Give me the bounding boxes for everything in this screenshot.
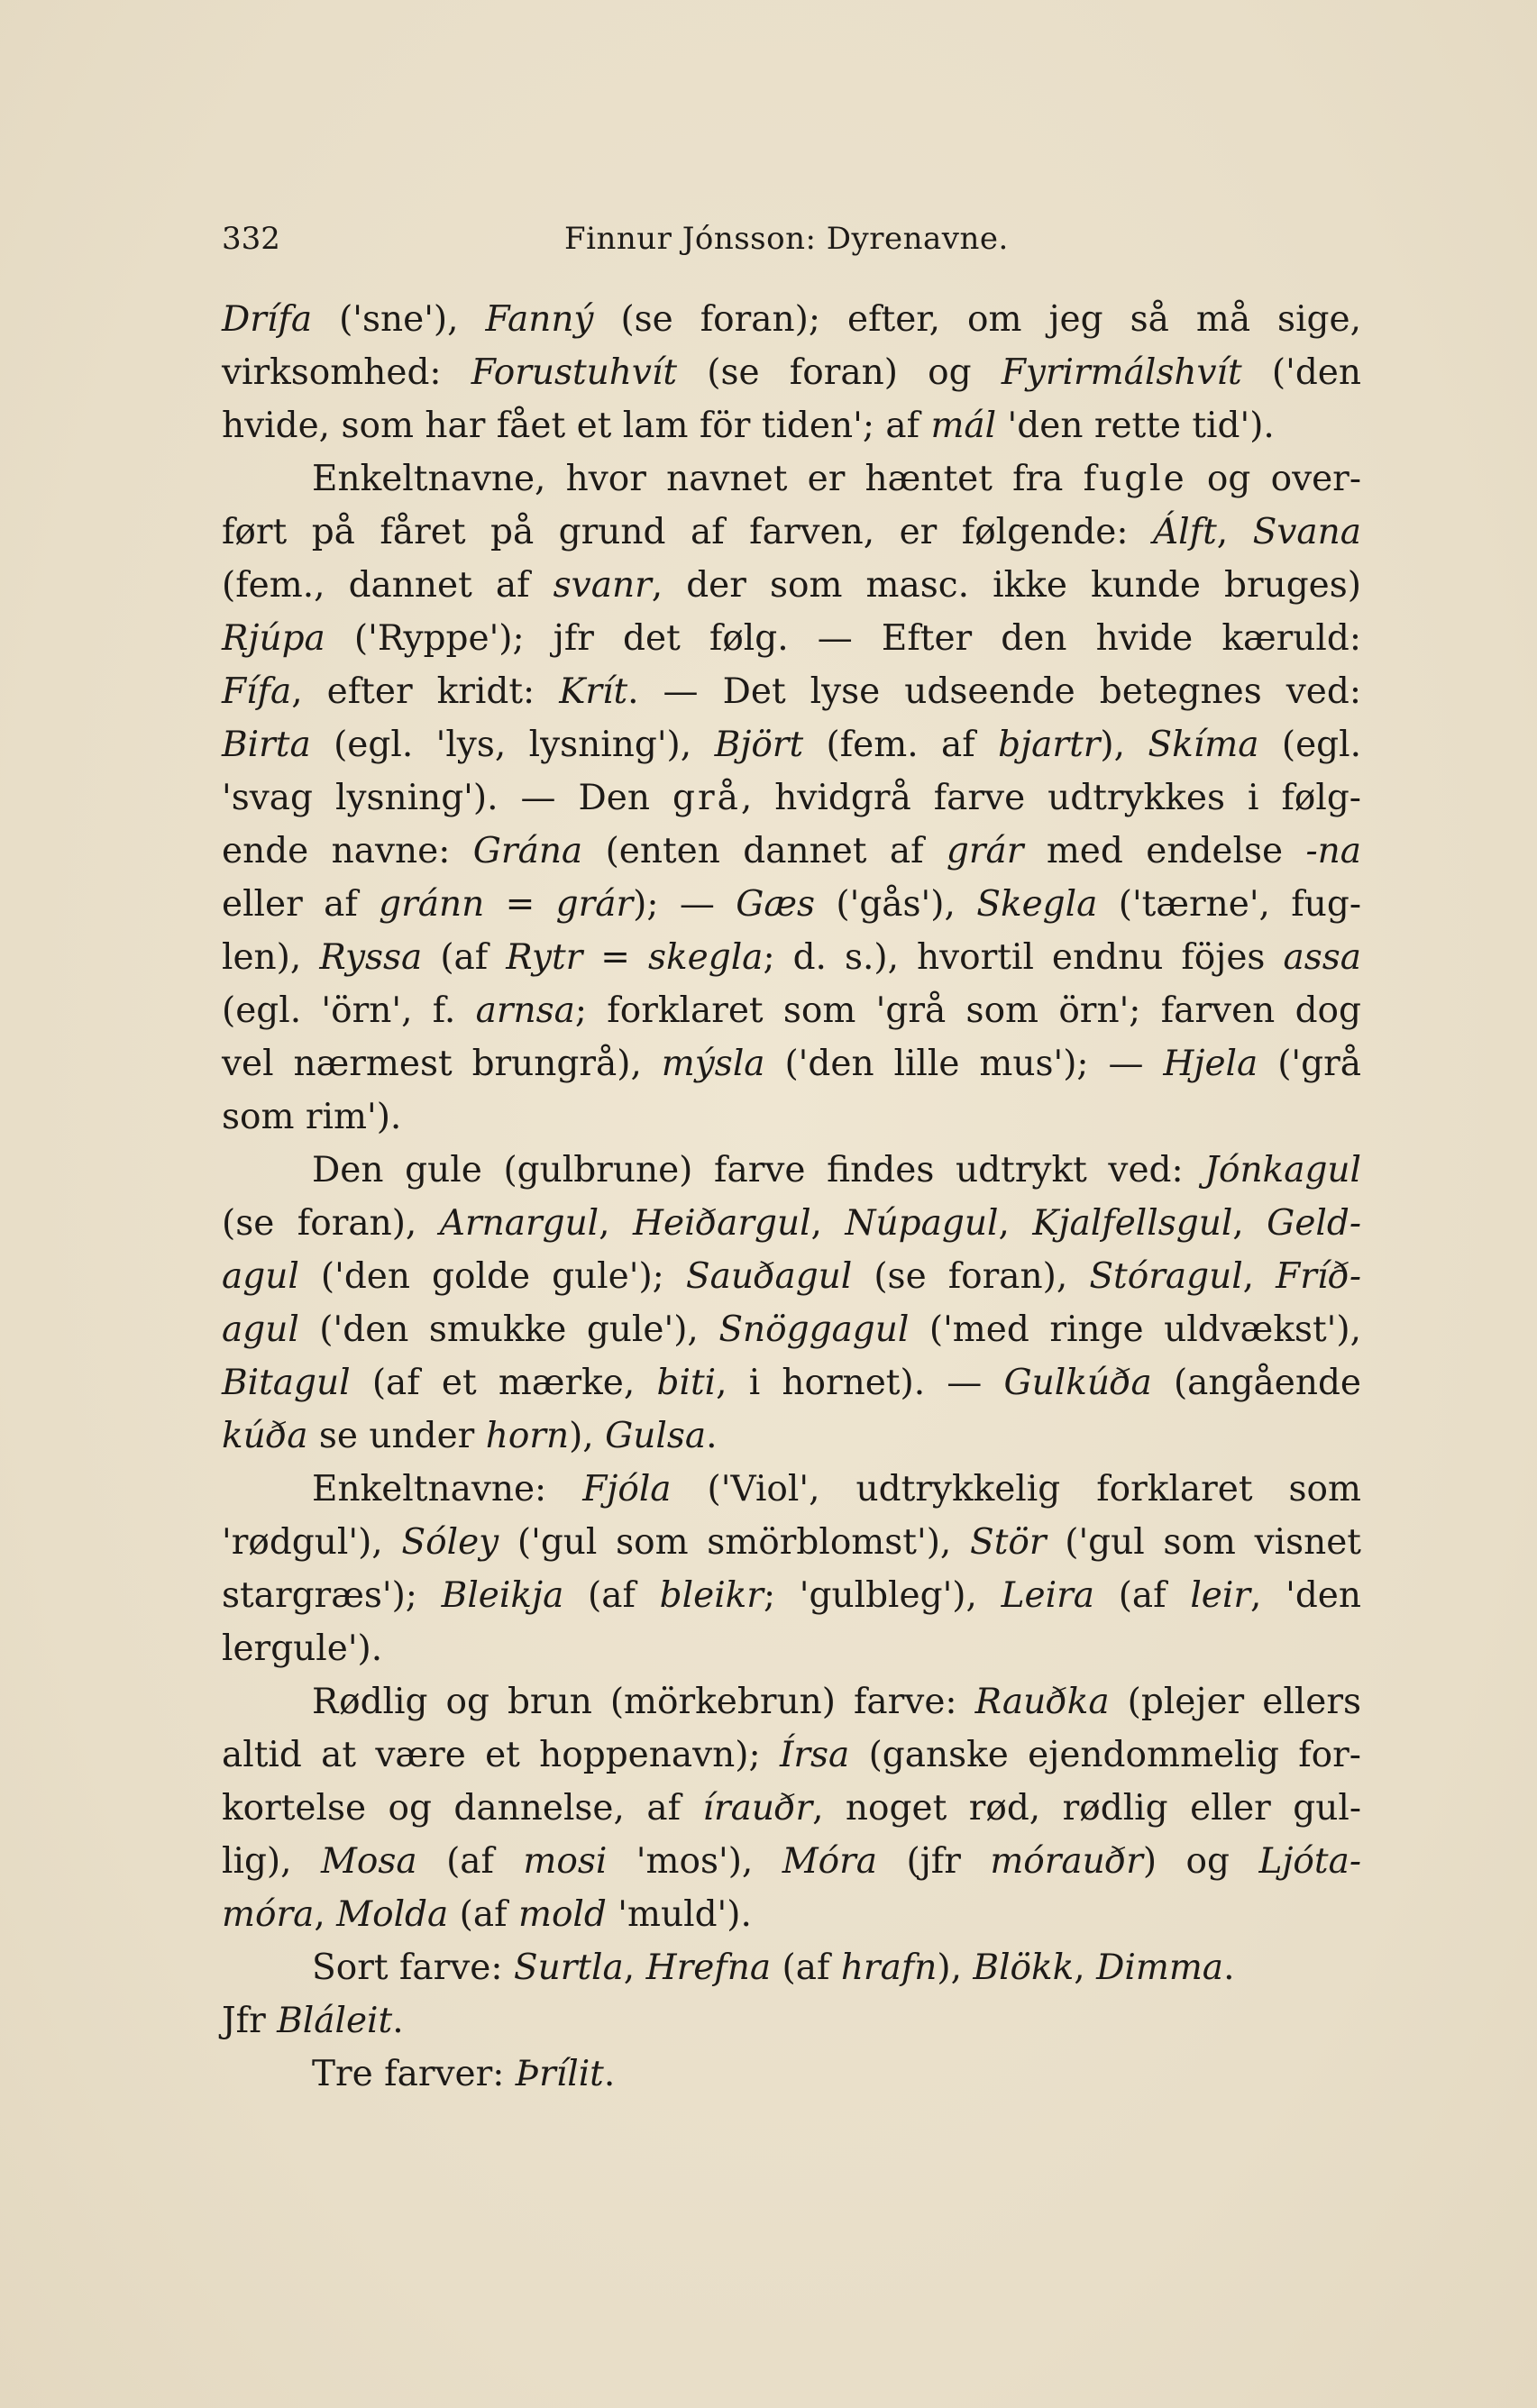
italic-term: Kjalfellsgul	[1032, 1203, 1233, 1244]
text-run: .	[392, 2001, 404, 2041]
text-line	[222, 346, 1361, 399]
italic-term: Forustuhvít	[471, 352, 678, 393]
page-number: 332	[222, 221, 280, 257]
italic-term: Ljóta-	[1258, 1841, 1362, 1882]
text-line	[222, 771, 1361, 825]
italic-term: Blökk	[973, 1947, 1075, 1988]
text-run: se under	[307, 1416, 486, 1456]
italic-term: Núpagul	[845, 1203, 999, 1244]
italic-term: Þrílit	[515, 2054, 604, 2094]
italic-term: Birta	[222, 725, 311, 765]
italic-term: Svana	[1252, 512, 1362, 552]
italic-term: arnsa	[475, 990, 575, 1031]
text-run: med endelse	[1023, 831, 1306, 871]
text-line	[222, 1782, 1361, 1835]
text-run: 'rødgul'),	[222, 1522, 402, 1563]
text-run: Sort farve:	[312, 1947, 514, 1988]
italic-term: Björt	[714, 725, 804, 765]
italic-term: Fífa	[222, 671, 292, 712]
italic-term: Fríð-	[1276, 1256, 1361, 1297]
italic-term: Geld-	[1267, 1203, 1362, 1244]
text-run: ('sne'),	[312, 299, 486, 340]
italic-term: bleikr	[659, 1575, 764, 1616]
text-run: ; 'gulbleg'),	[763, 1575, 1002, 1616]
text-line	[222, 1250, 1361, 1303]
text-run: ,	[314, 1894, 337, 1935]
italic-term: Leira	[1001, 1575, 1094, 1616]
spaced-word: fugle	[1083, 459, 1187, 499]
text-run: ført på fåret på grund af farven, er følgende:	[222, 512, 1153, 552]
text-line	[222, 878, 1361, 931]
text-run: , der som masc. ikke kunde bruges)	[651, 565, 1361, 606]
text-run: (egl. 'lys, lysning'),	[310, 725, 715, 765]
italic-term: Gulkúða	[1003, 1363, 1152, 1403]
text-run: len),	[222, 937, 320, 978]
italic-term: gránn = grár	[379, 884, 634, 925]
text-line	[222, 1622, 1361, 1675]
text-run: Jfr	[222, 2001, 278, 2041]
italic-term: leir	[1190, 1575, 1250, 1616]
italic-term: Gulsa	[605, 1416, 707, 1456]
text-run: ('med ringe uldvækst'),	[909, 1309, 1361, 1350]
italic-term: móra	[222, 1894, 315, 1935]
text-run: ),	[569, 1416, 606, 1456]
text-line	[222, 2048, 1361, 2101]
text-line	[222, 293, 1361, 346]
italic-term: horn	[485, 1416, 570, 1456]
text-line	[222, 399, 1361, 452]
italic-term: Fanný	[485, 299, 594, 340]
text-run: ,	[599, 1203, 634, 1244]
text-run: ,	[1216, 512, 1253, 552]
text-run: , efter kridt:	[291, 671, 560, 712]
italic-term: írauðr	[702, 1788, 813, 1829]
text-run: ('den golde gule');	[298, 1256, 686, 1297]
italic-term: Krít	[559, 671, 628, 712]
italic-term: Arnargul	[439, 1203, 599, 1244]
italic-term: Bláleit	[277, 2001, 393, 2041]
text-run: .	[1223, 1947, 1235, 1988]
text-run: Den gule (gulbrune) farve findes udtrykt ved:	[312, 1150, 1205, 1190]
text-line	[222, 1409, 1361, 1463]
text-run: ),	[1100, 725, 1148, 765]
text-run: og over-	[1186, 459, 1362, 499]
text-run: ('den	[1241, 352, 1361, 393]
italic-term: Fyrirmálshvít	[1001, 352, 1242, 393]
text-run: .	[603, 2054, 616, 2094]
text-run: ('tærne', fug-	[1097, 884, 1362, 925]
text-run: (se foran),	[852, 1256, 1090, 1297]
text-run: virksomhed:	[222, 352, 471, 393]
text-run: (af et mærke,	[350, 1363, 657, 1403]
text-run: , i hornet). —	[716, 1363, 1004, 1403]
italic-term: hrafn	[840, 1947, 938, 1988]
text-run: altid at være et hoppenavn);	[222, 1735, 780, 1775]
italic-term: Hjela	[1163, 1044, 1258, 1084]
italic-term: Álft	[1153, 512, 1217, 552]
text-run: ); —	[633, 884, 736, 925]
italic-term: Stóragul	[1089, 1256, 1243, 1297]
text-run: ('Ryppe'); jfr det følg. — Efter den hvide kæruld:	[325, 618, 1361, 659]
text-line	[222, 1675, 1361, 1728]
text-run: ('den smukke gule'),	[298, 1309, 719, 1350]
italic-term: Dimma	[1096, 1947, 1224, 1988]
text-line	[222, 1144, 1361, 1197]
text-run: ,	[1232, 1203, 1267, 1244]
text-run: 'muld').	[606, 1894, 752, 1935]
text-run: (fem., dannet af	[222, 565, 554, 606]
text-run: lig),	[222, 1841, 321, 1882]
text-run: (enten dannet af	[582, 831, 947, 871]
text-run: (af	[448, 1894, 518, 1935]
italic-term: svanr	[553, 565, 652, 606]
italic-term: Bleikja	[441, 1575, 564, 1616]
text-run: (af	[771, 1947, 841, 1988]
italic-term: Skegla	[976, 884, 1098, 925]
text-line	[222, 665, 1361, 718]
text-line	[222, 1037, 1361, 1090]
text-line	[222, 1728, 1361, 1782]
italic-term: Sauðagul	[685, 1256, 853, 1297]
italic-term: mýsla	[661, 1044, 765, 1084]
text-run: som rim').	[222, 1097, 402, 1137]
italic-term: Bitagul	[222, 1363, 351, 1403]
text-run: (ganske ejendommelig for-	[849, 1735, 1361, 1775]
italic-term: agul	[222, 1256, 299, 1297]
text-run: hvide, som har fået et lam för tiden'; af	[222, 406, 931, 446]
text-run: (angående	[1151, 1363, 1361, 1403]
text-run: (plejer ellers	[1109, 1682, 1361, 1722]
italic-term: Stör	[970, 1522, 1047, 1563]
text-run: (egl. 'örn', f.	[222, 990, 476, 1031]
text-line	[222, 1197, 1361, 1250]
italic-term: mál	[930, 406, 997, 446]
text-run: ('den lille mus'); —	[764, 1044, 1164, 1084]
text-run: .	[706, 1416, 718, 1456]
text-run: ('gul som visnet	[1046, 1522, 1361, 1563]
text-run: Tre farver:	[312, 2054, 516, 2094]
italic-term: -na	[1305, 831, 1361, 871]
text-run: (se foran) og	[677, 352, 1002, 393]
text-line	[222, 612, 1361, 665]
italic-term: Írsa	[779, 1735, 850, 1775]
text-run: (se foran); efter, om jeg så må sige,	[593, 299, 1361, 340]
italic-term: Rytr = skegla	[506, 937, 764, 978]
italic-term: Mosa	[320, 1841, 417, 1882]
italic-term: assa	[1283, 937, 1362, 978]
text-line	[222, 1835, 1361, 1888]
text-run: ende navne:	[222, 831, 473, 871]
text-line	[222, 1994, 1361, 2048]
italic-term: Ryssa	[319, 937, 423, 978]
text-run: ; forklaret som 'grå som örn'; farven dog	[574, 990, 1361, 1031]
text-run: Enkeltnavne:	[312, 1469, 583, 1510]
text-run: ,	[1242, 1256, 1276, 1297]
text-line	[222, 506, 1361, 559]
text-line	[222, 931, 1361, 984]
italic-term: Snöggagul	[718, 1309, 910, 1350]
italic-term: Fjóla	[582, 1469, 672, 1510]
text-run: (fem. af	[803, 725, 999, 765]
italic-term: agul	[222, 1309, 299, 1350]
italic-term: kúða	[222, 1416, 308, 1456]
text-line	[222, 1356, 1361, 1409]
page-header	[222, 221, 1361, 266]
italic-term: mosi	[523, 1841, 608, 1882]
text-run: ('gul som smörblomst'),	[499, 1522, 971, 1563]
italic-term: Heiðargul	[633, 1203, 811, 1244]
italic-term: Skíma	[1148, 725, 1259, 765]
italic-term: Jónkagul	[1204, 1150, 1361, 1190]
text-run: ('Viol', udtrykkelig forklaret som	[671, 1469, 1361, 1510]
text-run: eller af	[222, 884, 380, 925]
text-run: ; d. s.), hvortil endnu föjes	[763, 937, 1284, 978]
text-run: 'den rette tid').	[996, 406, 1275, 446]
text-line	[222, 1463, 1361, 1516]
italic-term: biti	[656, 1363, 717, 1403]
italic-term: Surtla	[513, 1947, 624, 1988]
italic-term: Gæs	[736, 884, 816, 925]
text-run: (af	[422, 937, 507, 978]
text-run: Enkeltnavne, hvor navnet er hæntet fra	[312, 459, 1084, 499]
text-line	[222, 1569, 1361, 1622]
running-title: Finnur Jónsson: Dyrenavne.	[564, 221, 1009, 257]
text-run: 'mos'),	[607, 1841, 782, 1882]
text-line	[222, 559, 1361, 612]
text-line	[222, 825, 1361, 878]
text-line	[222, 452, 1361, 506]
text-run: vel nærmest brungrå),	[222, 1044, 662, 1084]
italic-term: grár	[946, 831, 1024, 871]
text-run: , hvidgrå farve udtrykkes i følg-	[740, 778, 1361, 818]
text-run: . — Det lyse udseende betegnes ved:	[627, 671, 1361, 712]
text-line	[222, 1941, 1361, 1994]
italic-term: Rjúpa	[222, 618, 325, 659]
text-line	[222, 1303, 1361, 1356]
text-run: ('gås'),	[815, 884, 977, 925]
text-line	[222, 1090, 1361, 1144]
italic-term: mórauðr	[990, 1841, 1143, 1882]
text-run: lergule').	[222, 1628, 383, 1669]
text-run: ,	[1074, 1947, 1097, 1988]
text-line	[222, 1888, 1361, 1941]
text-run: ('grå	[1258, 1044, 1362, 1084]
text-run: ,	[998, 1203, 1033, 1244]
text-run: (af	[1093, 1575, 1191, 1616]
text-run: (se foran),	[222, 1203, 440, 1244]
italic-term: bjartr	[998, 725, 1101, 765]
italic-term: Móra	[782, 1841, 878, 1882]
italic-term: Drífa	[222, 299, 313, 340]
body-text	[222, 293, 1361, 2101]
text-run: 'svag lysning'). — Den	[222, 778, 672, 818]
text-run: stargræs');	[222, 1575, 442, 1616]
text-run: (egl.	[1258, 725, 1362, 765]
text-run: (jfr	[877, 1841, 991, 1882]
spaced-word: grå	[672, 778, 741, 818]
italic-term: Sóley	[401, 1522, 499, 1563]
text-run: kortelse og dannelse, af	[222, 1788, 703, 1829]
text-line	[222, 718, 1361, 771]
italic-term: Grána	[472, 831, 583, 871]
text-line	[222, 984, 1361, 1037]
italic-term: mold	[517, 1894, 607, 1935]
text-run: ,	[810, 1203, 846, 1244]
text-run: ) og	[1142, 1841, 1259, 1882]
text-run: ,	[623, 1947, 646, 1988]
italic-term: Molda	[336, 1894, 449, 1935]
text-run: Rødlig og brun (mörkebrun) farve:	[312, 1682, 975, 1722]
text-run: ),	[937, 1947, 974, 1988]
text-run: , noget rød, rødlig eller gul-	[812, 1788, 1361, 1829]
italic-term: Hrefna	[645, 1947, 772, 1988]
italic-term: Rauðka	[974, 1682, 1110, 1722]
text-run: (af	[416, 1841, 524, 1882]
text-run: , 'den	[1250, 1575, 1361, 1616]
text-run: (af	[563, 1575, 660, 1616]
text-line	[222, 1516, 1361, 1569]
